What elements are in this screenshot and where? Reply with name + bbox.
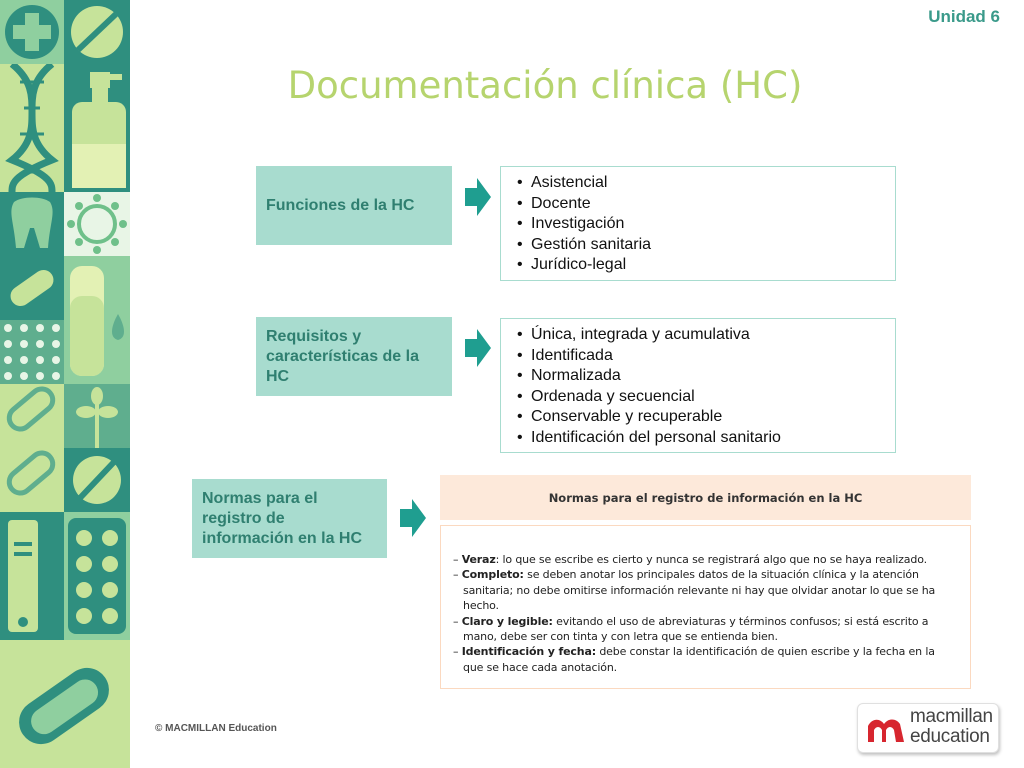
list-item: • Investigación — [509, 214, 887, 235]
list-item: • Gestión sanitaria — [509, 235, 887, 256]
tooth-icon — [0, 192, 64, 256]
norm-text: : lo que se escribe es cierto y nunca se registrará algo que no se haya realizado. — [495, 553, 927, 566]
macmillan-logo — [857, 703, 999, 753]
list-item: • Conservable y recuperable — [509, 407, 887, 428]
logo-text-line1: macmillan — [910, 706, 993, 727]
list-item: • Docente — [509, 194, 887, 215]
norms-table-body — [440, 525, 971, 689]
binder-icon — [0, 512, 64, 640]
requirements-label — [256, 317, 452, 396]
large-bacteria-icon — [0, 640, 130, 768]
list-item: • Única, integrada y acumulativa — [509, 325, 887, 346]
arrow-right-icon — [400, 499, 426, 537]
requirements-list — [500, 318, 896, 453]
decorative-medical-pattern — [0, 0, 130, 768]
norm-term: Completo: — [461, 568, 524, 582]
arrow-right-icon — [465, 329, 491, 367]
norm-rule: – Veraz: lo que se escribe es cierto y nunca se registrará algo que no se haya realizado. — [453, 553, 927, 566]
plant-icon — [64, 384, 130, 448]
medical-cross-icon — [0, 0, 64, 64]
list-item: • Identificación del personal sanitario — [509, 428, 887, 449]
list-item: • Normalizada — [509, 366, 887, 387]
norm-term: Identificación y fecha: — [461, 645, 596, 659]
pill-blister-icon — [64, 512, 130, 640]
virus-icon — [64, 192, 130, 256]
norm-text: se deben anotar los principales datos de la situación clínica y la atención sanitaria; no debe omitirse información relevante ni hay que olvidar anotar lo que se ha hecho. — [463, 568, 936, 613]
bacteria-icon — [0, 256, 64, 320]
capsule-icon — [64, 448, 130, 512]
macmillan-emblem-icon — [866, 712, 906, 744]
test-tube-icon — [64, 256, 130, 384]
list-item: • Ordenada y secuencial — [509, 387, 887, 408]
list-item: • Identificada — [509, 346, 887, 367]
norms-label-text: Normas para el registro de información en la HC — [202, 489, 363, 547]
norm-rule: – Identificación y fecha: debe constar la identificación de quien escribe y la fecha en la que se hace cada anotación. — [453, 645, 935, 674]
list-item: • Jurídico-legal — [509, 255, 887, 276]
paperclip-icon — [0, 384, 64, 512]
functions-list — [500, 166, 896, 281]
arrow-right-icon — [465, 178, 491, 216]
pill-icon — [64, 0, 130, 64]
page-title: Documentación clínica (HC) — [287, 64, 803, 107]
logo-text-line2: education — [910, 726, 990, 747]
requirements-label-text: Requisitos y características de la HC — [266, 327, 419, 385]
norms-table-header: Normas para el registro de información en la HC — [440, 475, 971, 520]
functions-label-text: Funciones de la HC — [266, 196, 415, 214]
unit-label: Unidad 6 — [928, 7, 1000, 26]
norm-rule: – Claro y legible: evitando el uso de abreviaturas y términos confusos; si está escrito a mano, debe ser con tinta y con letra que se entienda bien. — [453, 614, 929, 644]
norm-term: Veraz — [461, 553, 496, 566]
list-item: • Asistencial — [509, 173, 887, 194]
norm-text: debe constar la identificación de quien escribe y la fecha en la que se hace cada anotación. — [463, 645, 935, 674]
norm-rule: – Completo: se deben anotar los principales datos de la situación clínica y la atención sanitaria; no debe omitirse información relevante ni hay que olvidar anotar lo que se ha hecho. — [453, 568, 936, 613]
norm-text: evitando el uso de abreviaturas y términos confusos; si está escrito a mano, debe ser con tinta y con letra que se entienda bien. — [463, 614, 929, 644]
norm-term: Claro y legible: — [461, 614, 553, 628]
norms-label — [192, 479, 387, 558]
dots-pattern — [0, 320, 64, 384]
functions-label — [256, 166, 452, 245]
copyright: © MACMILLAN Education — [155, 723, 277, 734]
